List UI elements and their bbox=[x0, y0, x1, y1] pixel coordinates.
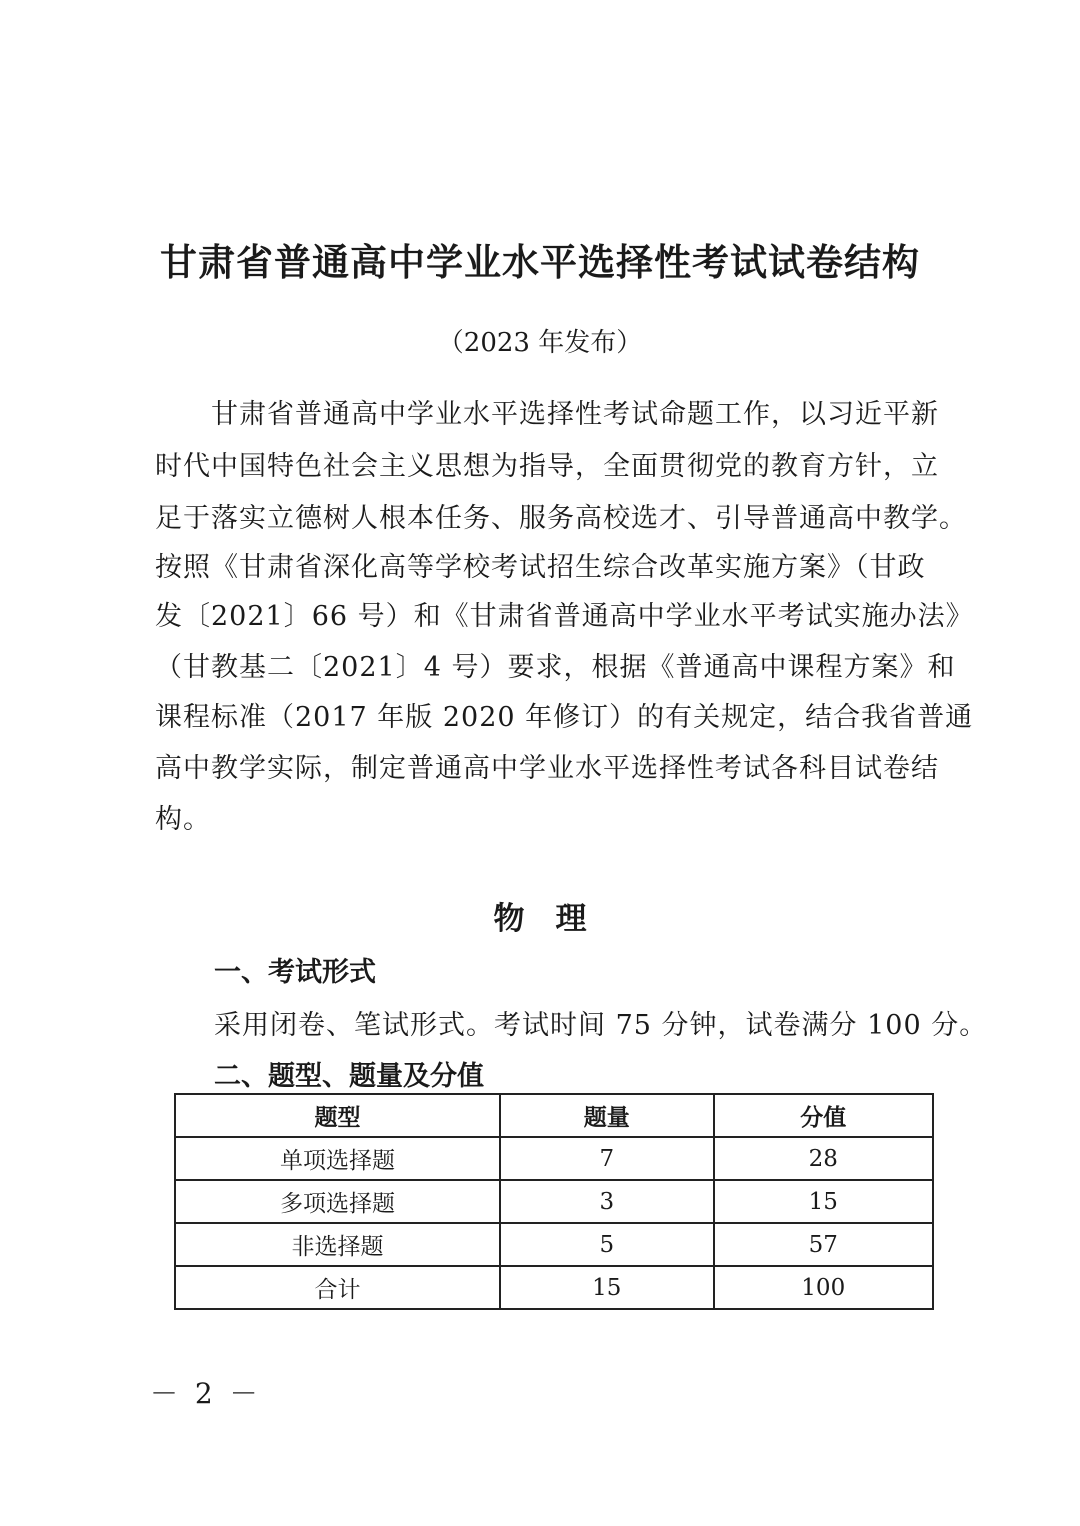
document-subtitle: （2023 年发布） bbox=[437, 328, 643, 358]
subject-heading: 物 理 bbox=[493, 901, 587, 937]
table-total-row bbox=[175, 1266, 933, 1309]
section-heading-question-types: 二、题型、题量及分值 bbox=[214, 1061, 484, 1092]
cell-question-count: 3 bbox=[500, 1180, 713, 1223]
cell-question-type: 多项选择题 bbox=[175, 1180, 500, 1223]
header-score: 分值 bbox=[714, 1094, 933, 1137]
table-row bbox=[175, 1137, 933, 1180]
header-question-type: 题型 bbox=[175, 1094, 500, 1137]
intro-line: 甘肃省普通高中学业水平选择性考试命题工作，以习近平新 bbox=[155, 399, 939, 430]
intro-line: 足于落实立德树人根本任务、服务高校选才、引导普通高中教学。 bbox=[155, 503, 967, 534]
cell-question-type: 合计 bbox=[175, 1266, 500, 1309]
intro-line: 按照《甘肃省深化高等学校考试招生综合改革实施方案》（甘政 bbox=[155, 552, 926, 583]
exam-form-text: 采用闭卷、笔试形式。考试时间 75 分钟，试卷满分 100 分。 bbox=[214, 1010, 988, 1041]
cell-score: 57 bbox=[714, 1223, 933, 1266]
question-type-table bbox=[174, 1093, 934, 1310]
cell-question-count: 15 bbox=[500, 1266, 713, 1309]
document-title: 甘肃省普通高中学业水平选择性考试试卷结构 bbox=[160, 241, 920, 284]
section-heading-exam-form: 一、考试形式 bbox=[214, 957, 376, 988]
cell-question-count: 7 bbox=[500, 1137, 713, 1180]
cell-question-type: 非选择题 bbox=[175, 1223, 500, 1266]
intro-line: 发〔2021〕66 号）和《甘肃省普通高中学业水平考试实施办法》 bbox=[155, 601, 974, 632]
intro-line: （甘教基二〔2021〕4 号）要求，根据《普通高中课程方案》和 bbox=[155, 652, 956, 683]
cell-score: 100 bbox=[714, 1266, 933, 1309]
cell-score: 28 bbox=[714, 1137, 933, 1180]
cell-question-count: 5 bbox=[500, 1223, 713, 1266]
header-question-count: 题量 bbox=[500, 1094, 713, 1137]
cell-score: 15 bbox=[714, 1180, 933, 1223]
page-number: － 2 － bbox=[150, 1377, 262, 1410]
intro-line: 时代中国特色社会主义思想为指导，全面贯彻党的教育方针，立 bbox=[155, 451, 939, 482]
table-header-row bbox=[175, 1094, 933, 1137]
intro-line: 构。 bbox=[155, 804, 211, 835]
cell-question-type: 单项选择题 bbox=[175, 1137, 500, 1180]
intro-line: 高中教学实际，制定普通高中学业水平选择性考试各科目试卷结 bbox=[155, 753, 939, 784]
table-row bbox=[175, 1223, 933, 1266]
table-row bbox=[175, 1180, 933, 1223]
intro-line: 课程标准（2017 年版 2020 年修订）的有关规定，结合我省普通 bbox=[155, 702, 974, 733]
